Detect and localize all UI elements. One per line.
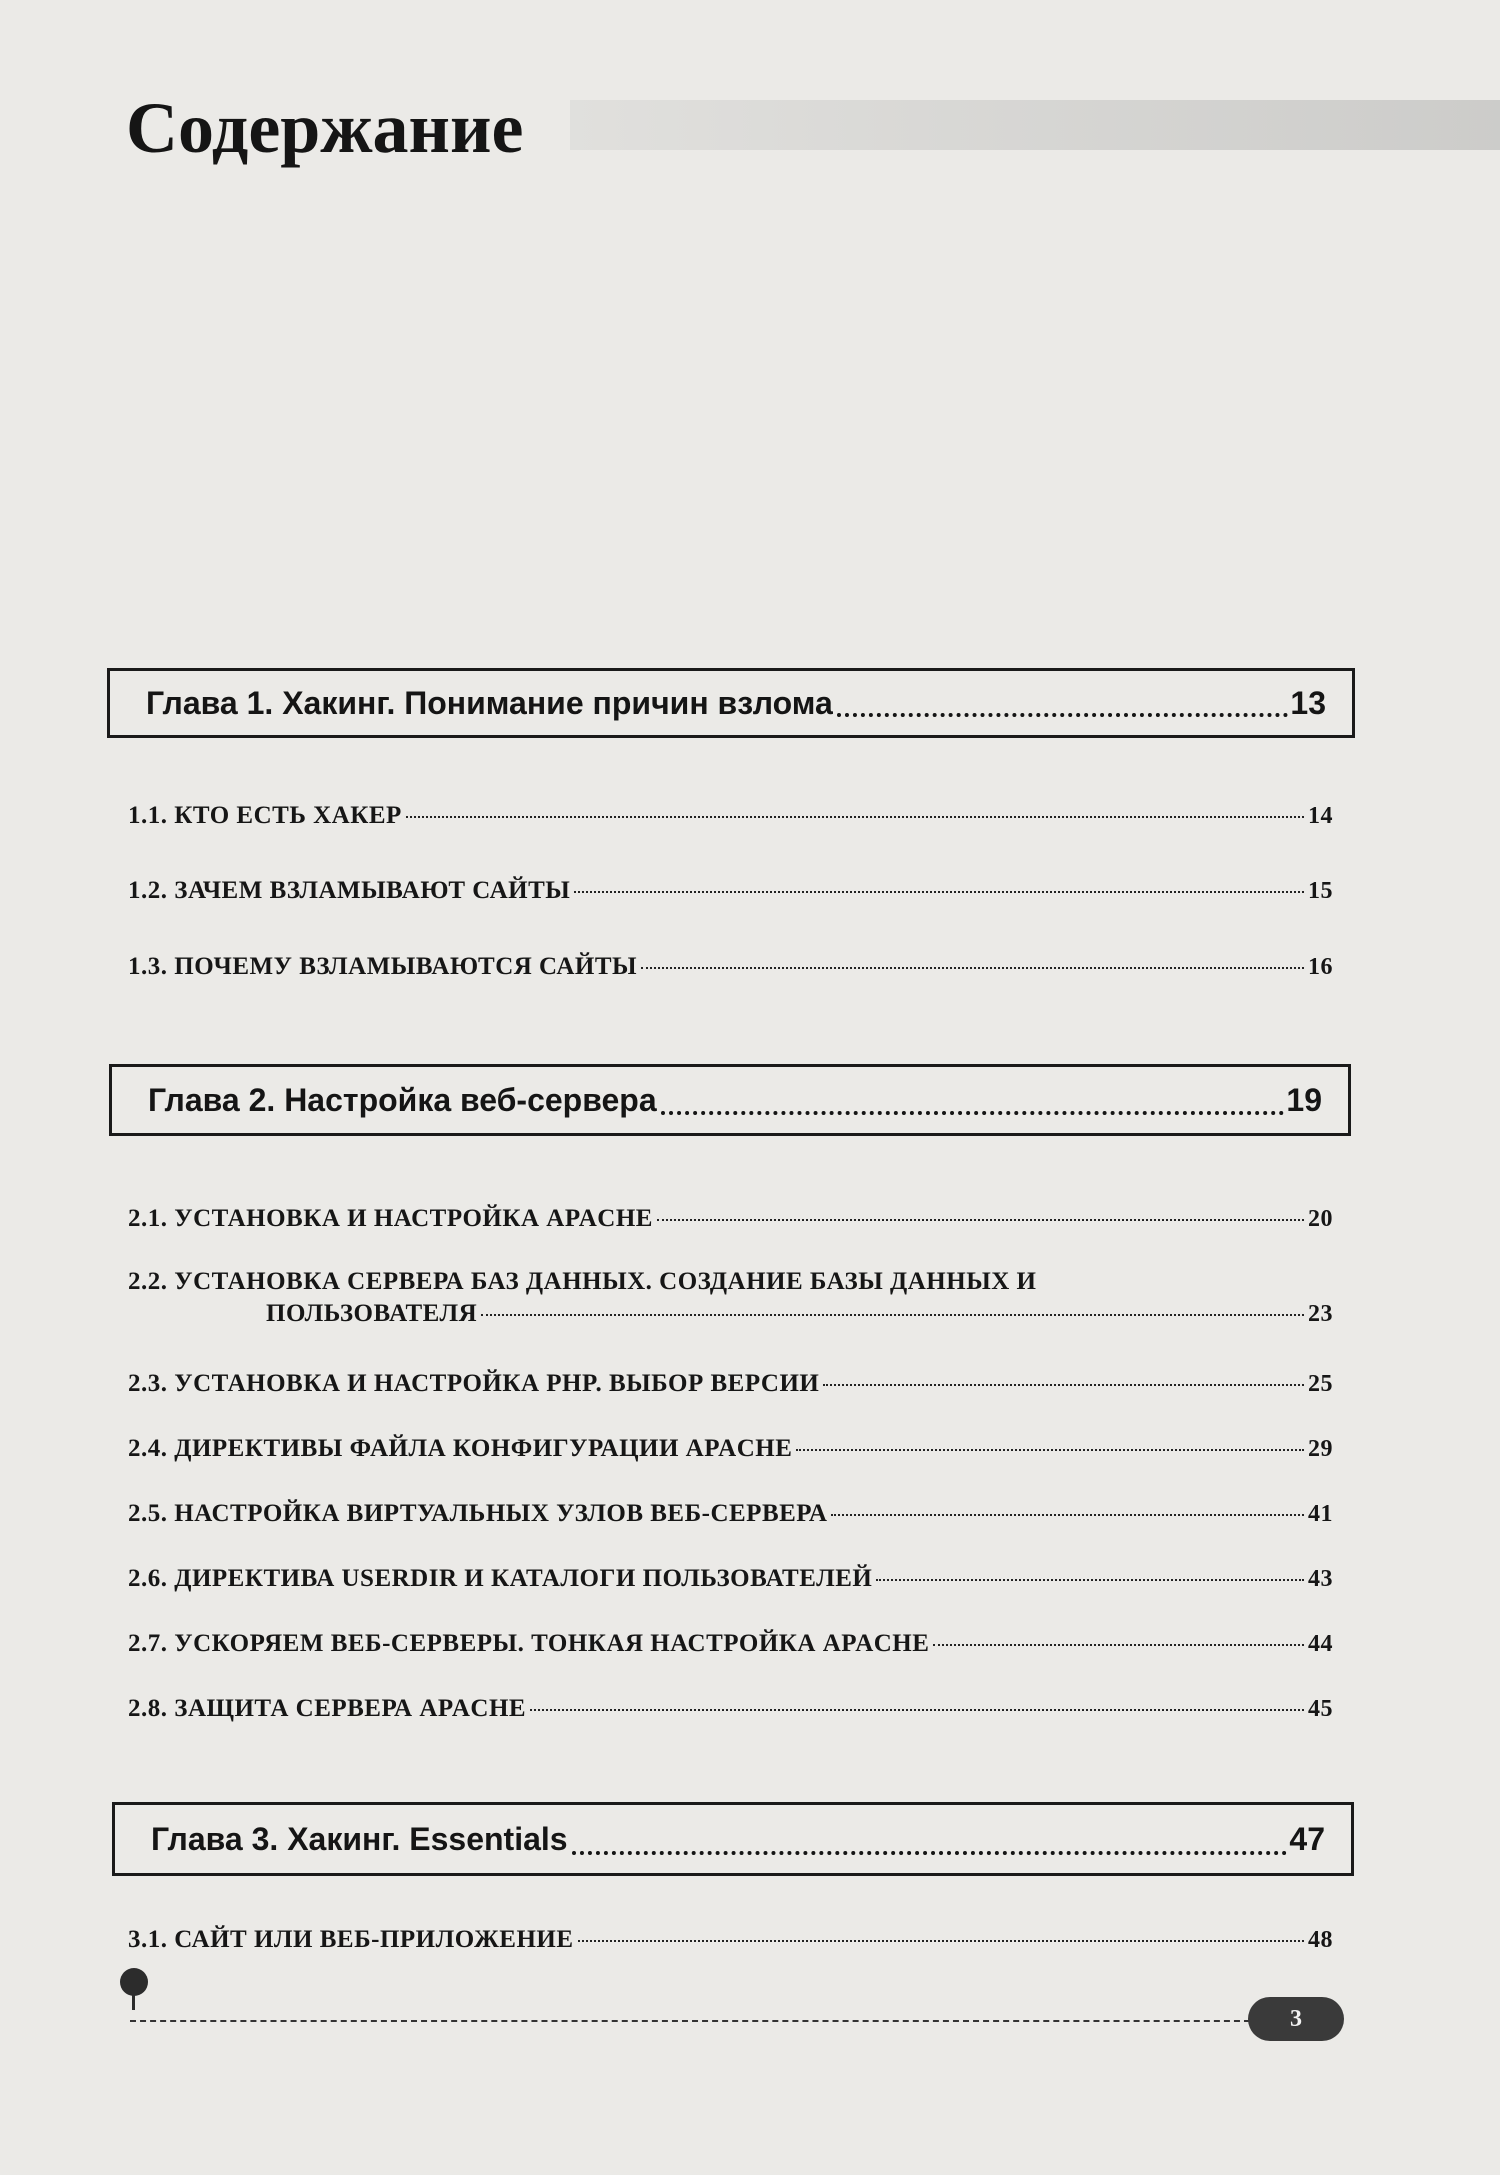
chapter-1-box[interactable] (107, 668, 1355, 738)
toc-entry-page: 20 (1308, 1206, 1333, 1232)
toc-leader (876, 1579, 1304, 1581)
chapter-2-box[interactable] (109, 1064, 1351, 1136)
toc-entry-1-3[interactable] (128, 953, 1333, 981)
toc-leader (933, 1644, 1304, 1646)
toc-entry-page: 14 (1308, 803, 1333, 829)
chapter-3-box[interactable] (112, 1802, 1354, 1876)
toc-leader (823, 1384, 1304, 1386)
chapter-3-leader (572, 1851, 1288, 1855)
toc-entry-label: 1.1. КТО ЕСТЬ ХАКЕР (128, 802, 402, 829)
toc-leader (641, 967, 1304, 969)
footer-dashed-line (130, 2020, 1250, 2022)
toc-entry-page: 23 (1308, 1301, 1333, 1327)
toc-entry-2-7[interactable] (128, 1630, 1333, 1658)
toc-entry-label: 2.2. УСТАНОВКА СЕРВЕРА БАЗ ДАННЫХ. СОЗДАНИЕ БАЗЫ ДАННЫХ И (128, 1268, 1037, 1295)
toc-entry-page: 16 (1308, 954, 1333, 980)
chapter-2-page: 19 (1286, 1081, 1322, 1118)
toc-entry-page: 44 (1308, 1631, 1333, 1657)
toc-entry-label: 1.3. ПОЧЕМУ ВЗЛАМЫВАЮТСЯ САЙТЫ (128, 953, 638, 980)
toc-entry-2-6[interactable] (128, 1565, 1333, 1593)
toc-entry-2-8[interactable] (128, 1695, 1333, 1723)
chapter-1-leader (837, 713, 1289, 717)
toc-entry-label-continued: ПОЛЬЗОВАТЕЛЯ (266, 1300, 478, 1327)
chapter-2-title: Глава 2. Настройка веб-сервера (148, 1081, 657, 1118)
footer-bullet-icon (120, 1968, 148, 1996)
toc-leader (657, 1219, 1304, 1221)
toc-entry-page: 25 (1308, 1371, 1333, 1397)
toc-entry-label: 2.3. УСТАНОВКА И НАСТРОЙКА PHP. ВЫБОР ВЕРСИИ (128, 1370, 820, 1397)
toc-entry-1-1[interactable] (128, 802, 1333, 830)
footer-bullet-stem (132, 1994, 135, 2010)
toc-entry-page: 15 (1308, 878, 1333, 904)
chapter-3-title: Глава 3. Хакинг. Essentials (151, 1820, 568, 1857)
toc-entry-page: 48 (1308, 1927, 1333, 1953)
toc-entry-label: 3.1. САЙТ ИЛИ ВЕБ-ПРИЛОЖЕНИЕ (128, 1926, 574, 1953)
toc-entry-2-1[interactable] (128, 1205, 1333, 1233)
page-number-badge: 3 (1248, 1997, 1344, 2041)
chapter-1-page: 13 (1290, 684, 1326, 721)
chapter-2-leader (661, 1111, 1285, 1115)
toc-entry-label: 2.8. ЗАЩИТА СЕРВЕРА APACHE (128, 1695, 527, 1722)
toc-leader (574, 891, 1304, 893)
toc-entry-page: 45 (1308, 1696, 1333, 1722)
toc-leader (481, 1314, 1304, 1316)
toc-leader (530, 1709, 1304, 1711)
toc-leader (406, 816, 1304, 818)
toc-leader (796, 1449, 1304, 1451)
toc-entry-2-3[interactable] (128, 1370, 1333, 1398)
toc-entry-2-4[interactable] (128, 1435, 1333, 1463)
page-title: Содержание (126, 88, 524, 168)
toc-entry-label: 2.1. УСТАНОВКА И НАСТРОЙКА APACHE (128, 1205, 653, 1232)
toc-entry-label: 2.6. ДИРЕКТИВА USERDIR И КАТАЛОГИ ПОЛЬЗОВАТЕЛЕЙ (128, 1565, 873, 1592)
header-band (570, 100, 1500, 150)
toc-entry-page: 43 (1308, 1566, 1333, 1592)
toc-entry-2-2[interactable] (128, 1268, 1333, 1328)
chapter-3-page: 47 (1289, 1820, 1325, 1857)
toc-entry-label: 2.5. НАСТРОЙКА ВИРТУАЛЬНЫХ УЗЛОВ ВЕБ-СЕРВЕРА (128, 1500, 828, 1527)
toc-leader (831, 1514, 1304, 1516)
toc-entry-label: 2.4. ДИРЕКТИВЫ ФАЙЛА КОНФИГУРАЦИИ APACHE (128, 1435, 793, 1462)
toc-entry-1-2[interactable] (128, 877, 1333, 905)
toc-entry-label: 1.2. ЗАЧЕМ ВЗЛАМЫВАЮТ САЙТЫ (128, 877, 571, 904)
toc-entry-page: 29 (1308, 1436, 1333, 1462)
toc-entry-label: 2.7. УСКОРЯЕМ ВЕБ-СЕРВЕРЫ. ТОНКАЯ НАСТРОЙКА APACHE (128, 1630, 930, 1657)
toc-entry-page: 41 (1308, 1501, 1333, 1527)
toc-entry-2-5[interactable] (128, 1500, 1333, 1528)
toc-entry-3-1[interactable] (128, 1926, 1333, 1954)
chapter-1-title: Глава 1. Хакинг. Понимание причин взлома (146, 684, 833, 721)
toc-leader (578, 1940, 1304, 1942)
